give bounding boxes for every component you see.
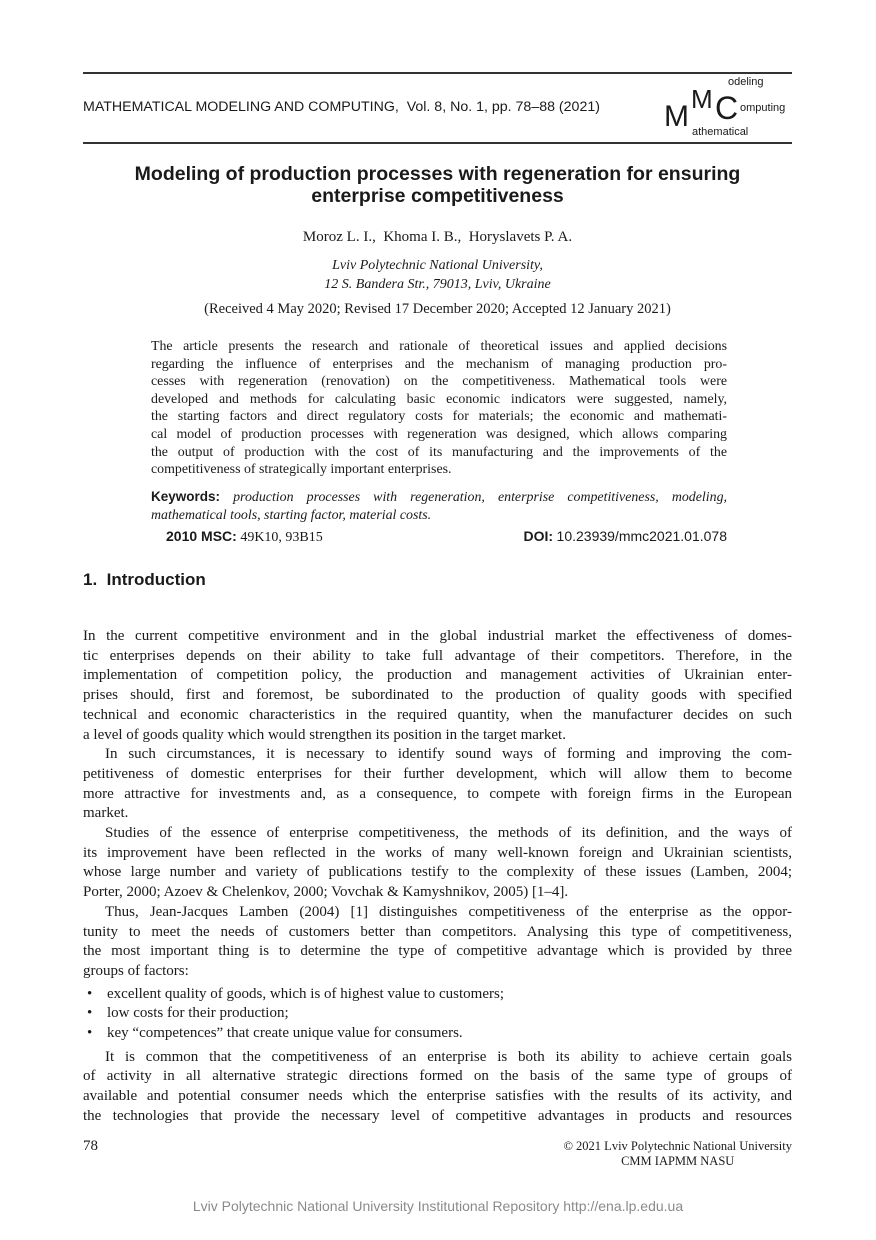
authors: Moroz L. I., Khoma I. B., Horyslavets P. A. bbox=[302, 229, 573, 245]
body-text bbox=[83, 627, 792, 1127]
paragraph-line: more attractive for investments and, as a consequence, to compete with foreign firms in the European bbox=[83, 785, 792, 802]
paragraph-line: whose large number and variety of publications testify to the complexity of these issues (Lamben, 2004; bbox=[83, 864, 792, 881]
received-dates: (Received 4 May 2020; Revised 17 December 2020; Accepted 12 January 2021) bbox=[204, 301, 671, 317]
list-item bbox=[83, 985, 792, 1005]
bullet-icon: • bbox=[87, 1005, 93, 1022]
paragraph bbox=[83, 627, 792, 745]
paragraph-line: the technologies that provide the necessary level of competitive advantages in products and resources bbox=[83, 1107, 792, 1124]
paper-title: Modeling of production processes with regeneration for ensuring enterprise competitiveness bbox=[134, 163, 741, 207]
paragraph-line: implementation of competition policy, the production and management activities of Ukrainian enter- bbox=[83, 667, 792, 684]
copyright: © 2021 Lviv Polytechnic National University CMM IAPMM NASU bbox=[563, 1139, 792, 1168]
paragraph-line: tunity to meet the needs of customers better than competitors. Analysing this type of competitiveness, bbox=[83, 923, 792, 940]
abstract-line: cal model of production processes with regeneration was designed, which allows comparing bbox=[151, 426, 727, 442]
paragraph-line: a level of goods quality which would strengthen its position in the target market. bbox=[83, 726, 566, 743]
paragraph-line: prises should, first and foremost, be subordinated to the production of quality goods with specified bbox=[83, 687, 792, 704]
logo-modeling: odeling bbox=[728, 76, 764, 88]
abstract-line: developed and methods for calculating basic economic indicators were suggested, namely, bbox=[151, 391, 727, 407]
logo-letter-m: M bbox=[691, 84, 713, 114]
header-bottom-rule bbox=[83, 142, 792, 144]
paragraph-line: market. bbox=[83, 805, 129, 822]
paragraph-line: technical and economic characteristics in the required quantity, when the manufacturer decides on such bbox=[83, 706, 792, 723]
page-number: 78 bbox=[83, 1138, 98, 1154]
list-item-text: key “competences” that create unique value for consumers. bbox=[107, 1025, 463, 1042]
paragraph bbox=[83, 745, 792, 824]
abstract-line: cesses with regeneration (renovation) on the competitiveness. Mathematical tools were bbox=[151, 374, 727, 390]
abstract-line: competitiveness of strategically important enterprises. bbox=[151, 462, 452, 478]
list-item-text: low costs for their production; bbox=[107, 1005, 289, 1022]
bullet-list bbox=[83, 985, 792, 1044]
logo-letter-c: C bbox=[715, 90, 739, 126]
paragraph-line: the most important thing is to determine the type of competitive advantage which is provided by three bbox=[83, 943, 792, 960]
paragraph-line: Studies of the essence of enterprise competitiveness, the methods of its definition, and the ways of bbox=[105, 825, 792, 842]
list-item-text: excellent quality of goods, which is of highest value to customers; bbox=[107, 985, 505, 1002]
doi[interactable]: DOI: 10.23939/mmc2021.01.078 bbox=[523, 528, 727, 544]
keywords: Keywords: production processes with regeneration, enterprise competitiveness, modeling, mathematical tools, starting factor, material costs. bbox=[151, 489, 727, 523]
bullet-icon: • bbox=[87, 985, 93, 1002]
repository-footer[interactable]: Lviv Polytechnic National University Institutional Repository http://ena.lp.edu.ua bbox=[192, 1198, 684, 1214]
paragraph-line: of activity in all alternative strategic directions formed on the basis of the same type of groups of bbox=[83, 1068, 792, 1085]
paragraph-line: tic enterprises depends on their ability to take full advantage of their competitors. Therefore, in the bbox=[83, 647, 792, 664]
journal-header: MATHEMATICAL MODELING AND COMPUTING, Vol. 8, No. 1, pp. 78–88 (2021) bbox=[83, 99, 600, 115]
paragraph-line: its improvement have been reflected in the works of many well-known foreign and Ukrainian scientists, bbox=[83, 844, 792, 861]
paragraph bbox=[83, 903, 792, 982]
abstract-line: the starting factors and direct regulatory costs for materials; the economic and mathemati- bbox=[151, 409, 727, 425]
logo-computing: omputing bbox=[740, 102, 786, 114]
paragraph-line: petitiveness of domestic enterprises for their further development, which will allow them to become bbox=[83, 765, 792, 782]
abstract-line: regarding the influence of enterprises and the mechanism of managing production pro- bbox=[151, 356, 727, 372]
bullet-icon: • bbox=[87, 1025, 93, 1042]
logo-letter-m-large: M bbox=[664, 100, 689, 133]
section-heading: 1. Introduction bbox=[83, 570, 206, 589]
paragraph bbox=[83, 824, 792, 903]
paragraph-line: In the current competitive environment and in the global industrial market the effectiveness of domes- bbox=[83, 628, 792, 644]
logo-mathematical: athematical bbox=[692, 126, 749, 138]
paragraph-line: available and potential consumer needs which the enterprise satisfies with the results of its activity, and bbox=[83, 1088, 792, 1105]
list-item bbox=[83, 1024, 792, 1044]
affiliation: Lviv Polytechnic National University, 12 S. Bandera Str., 79013, Lviv, Ukraine bbox=[324, 258, 551, 292]
abstract bbox=[151, 338, 727, 479]
paragraph-line: Porter, 2000; Azoev & Chelenkov, 2000; Vovchak & Kamyshnikov, 2005) [1–4]. bbox=[83, 884, 569, 901]
header-top-rule bbox=[83, 72, 792, 74]
list-item bbox=[83, 1004, 792, 1024]
paragraph-line: groups of factors: bbox=[83, 962, 189, 979]
paragraph-line: Thus, Jean-Jacques Lamben (2004) [1] distinguishes competitiveness of the enterprise as the oppor- bbox=[105, 903, 792, 920]
abstract-line: the output of production with the cost of its manufacturing and the improvements of the bbox=[151, 444, 727, 460]
paragraph-line: In such circumstances, it is necessary to identify sound ways of forming and improving the com- bbox=[105, 746, 792, 763]
paragraph bbox=[83, 1048, 792, 1127]
journal-logo bbox=[664, 76, 794, 140]
msc-codes: 2010 MSC: 49K10, 93B15 bbox=[166, 528, 323, 545]
paragraph-line: It is common that the competitiveness of an enterprise is both its ability to achieve certain goals bbox=[105, 1048, 792, 1065]
abstract-line: The article presents the research and rationale of theoretical issues and applied decisions bbox=[151, 339, 727, 354]
